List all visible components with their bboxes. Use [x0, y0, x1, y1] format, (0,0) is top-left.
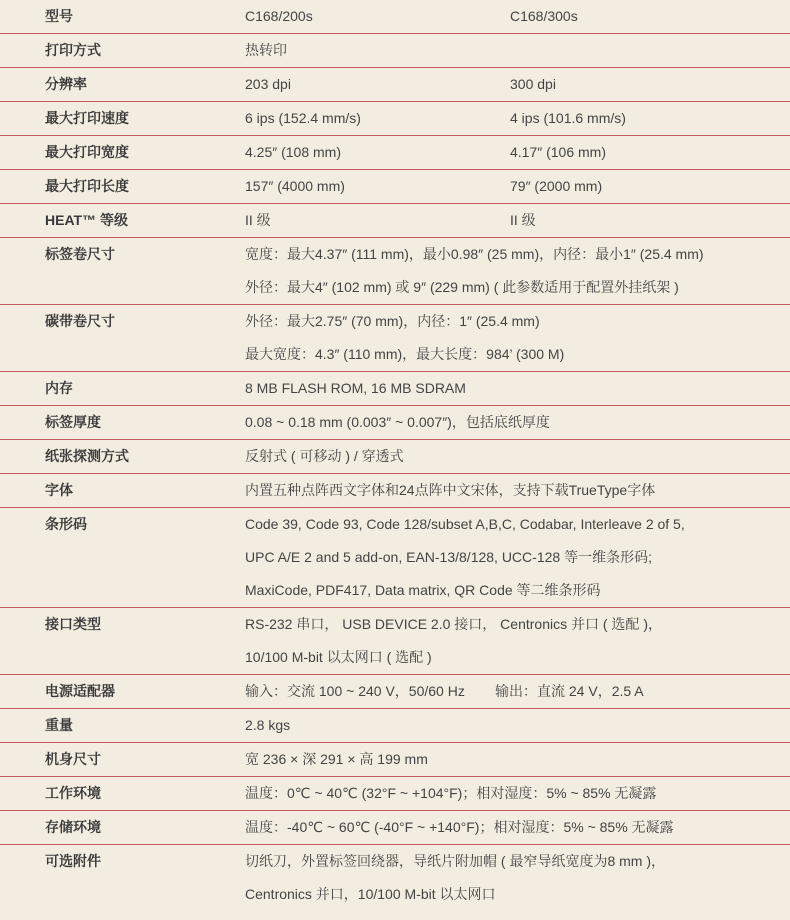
spec-value-input: 输入：交流 100 ~ 240 V，50/60 Hz	[245, 683, 465, 699]
spec-label: 最大打印宽度	[45, 144, 129, 160]
spec-row-label-roll	[0, 238, 790, 305]
spec-value-300s: 300 dpi	[510, 76, 556, 92]
spec-label: 分辨率	[45, 76, 87, 92]
spec-value: 宽 236 × 深 291 × 高 199 mm	[245, 751, 428, 767]
spec-label: 内存	[45, 380, 73, 396]
spec-value-line: 外径：最大4″ (102 mm) 或 9″ (229 mm) ( 此参数适用于配置外挂纸架 )	[245, 279, 679, 295]
spec-value: 内置五种点阵西文字体和24点阵中文宋体，支持下载TrueType字体	[245, 482, 656, 498]
spec-value-300s: II 级	[510, 212, 536, 228]
spec-row-interfaces	[0, 608, 790, 675]
spec-row-power	[0, 675, 790, 709]
spec-value: 温度：-40℃ ~ 60℃ (-40°F ~ +140°F)；相对湿度：5% ~ 85% 无凝露	[245, 819, 674, 835]
spec-row-operating-env	[0, 777, 790, 811]
spec-label: 可选附件	[45, 853, 101, 869]
spec-value-line: 切纸刀，外置标签回绕器，导纸片附加帽 ( 最窄导纸宽度为8 mm )，	[245, 853, 665, 869]
spec-label: 打印方式	[45, 42, 101, 58]
spec-value: 反射式 ( 可移动 ) / 穿透式	[245, 448, 404, 464]
spec-value-200s: 6 ips (152.4 mm/s)	[245, 110, 361, 126]
spec-row-max-speed	[0, 102, 790, 136]
spec-value: 热转印	[245, 42, 287, 58]
spec-label: 机身尺寸	[45, 751, 101, 767]
spec-value-200s: C168/200s	[245, 8, 313, 24]
spec-row-ribbon-roll	[0, 305, 790, 372]
spec-value-300s: 4.17″ (106 mm)	[510, 144, 606, 160]
spec-row-model	[0, 0, 790, 34]
spec-value-line: 最大宽度：4.3″ (110 mm)，最大长度：984’ (300 M)	[245, 346, 565, 362]
spec-value-200s: 157″ (4000 mm)	[245, 178, 345, 194]
spec-value-300s: C168/300s	[510, 8, 578, 24]
spec-value-line: 外径：最大2.75″ (70 mm)，内径：1″ (25.4 mm)	[245, 313, 540, 329]
spec-value-line: MaxiCode, PDF417, Data matrix, QR Code 等二维条形码	[245, 582, 601, 598]
spec-label: 碳带卷尺寸	[45, 313, 115, 329]
spec-row-sensor	[0, 440, 790, 474]
spec-label: 条形码	[45, 516, 87, 532]
spec-row-heat-grade	[0, 204, 790, 238]
spec-row-max-width	[0, 136, 790, 170]
spec-row-resolution	[0, 68, 790, 102]
spec-value: 2.8 kgs	[245, 717, 291, 733]
spec-value-line: 宽度：最大4.37″ (111 mm)，最小0.98″ (25 mm)，内径：最小1″ (25.4 mm)	[245, 246, 704, 262]
spec-label: 电源适配器	[45, 683, 115, 699]
spec-value-line: UPC A/E 2 and 5 add-on, EAN-13/8/128, UCC-128 等一维条形码;	[245, 549, 652, 565]
spec-row-dimensions	[0, 743, 790, 777]
spec-row-accessories	[0, 845, 790, 911]
spec-label: 型号	[45, 8, 73, 24]
spec-value-200s: 203 dpi	[245, 76, 291, 92]
spec-row-label-thickness	[0, 406, 790, 440]
spec-value-200s: 4.25″ (108 mm)	[245, 144, 341, 160]
spec-row-print-method	[0, 34, 790, 68]
spec-value: 8 MB FLASH ROM, 16 MB SDRAM	[245, 380, 466, 396]
spec-label: HEAT™ 等级	[45, 212, 128, 228]
spec-value-200s: II 级	[245, 212, 271, 228]
spec-value-line: Centronics 并口，10/100 M-bit 以太网口	[245, 886, 496, 902]
spec-label: 纸张探测方式	[45, 448, 129, 464]
spec-value-output: 输出：直流 24 V，2.5 A	[495, 683, 644, 699]
spec-label: 接口类型	[45, 616, 101, 632]
spec-value-line: RS-232 串口， USB DEVICE 2.0 接口， Centronics 并口 ( 选配 )，	[245, 616, 662, 632]
spec-label: 最大打印速度	[45, 110, 129, 126]
spec-row-weight	[0, 709, 790, 743]
spec-row-max-length	[0, 170, 790, 204]
spec-row-memory	[0, 372, 790, 406]
spec-value-300s: 79″ (2000 mm)	[510, 178, 603, 194]
spec-value-line: 10/100 M-bit 以太网口 ( 选配 )	[245, 649, 432, 665]
spec-label: 标签厚度	[45, 414, 101, 430]
spec-label: 工作环境	[45, 785, 101, 801]
spec-value-line: Code 39, Code 93, Code 128/subset A,B,C, Codabar, Interleave 2 of 5,	[245, 516, 685, 532]
spec-value-300s: 4 ips (101.6 mm/s)	[510, 110, 626, 126]
spec-label: 字体	[45, 482, 73, 498]
spec-row-fonts	[0, 474, 790, 508]
spec-row-storage-env	[0, 811, 790, 845]
spec-label: 重量	[45, 717, 73, 733]
spec-value: 0.08 ~ 0.18 mm (0.003″ ~ 0.007″)，包括底纸厚度	[245, 414, 550, 430]
spec-label: 最大打印长度	[45, 178, 129, 194]
spec-value: 温度：0℃ ~ 40℃ (32°F ~ +104°F)；相对湿度：5% ~ 85% 无凝露	[245, 785, 657, 801]
spec-label: 存储环境	[45, 819, 101, 835]
spec-row-barcodes	[0, 508, 790, 608]
spec-label: 标签卷尺寸	[45, 246, 115, 262]
